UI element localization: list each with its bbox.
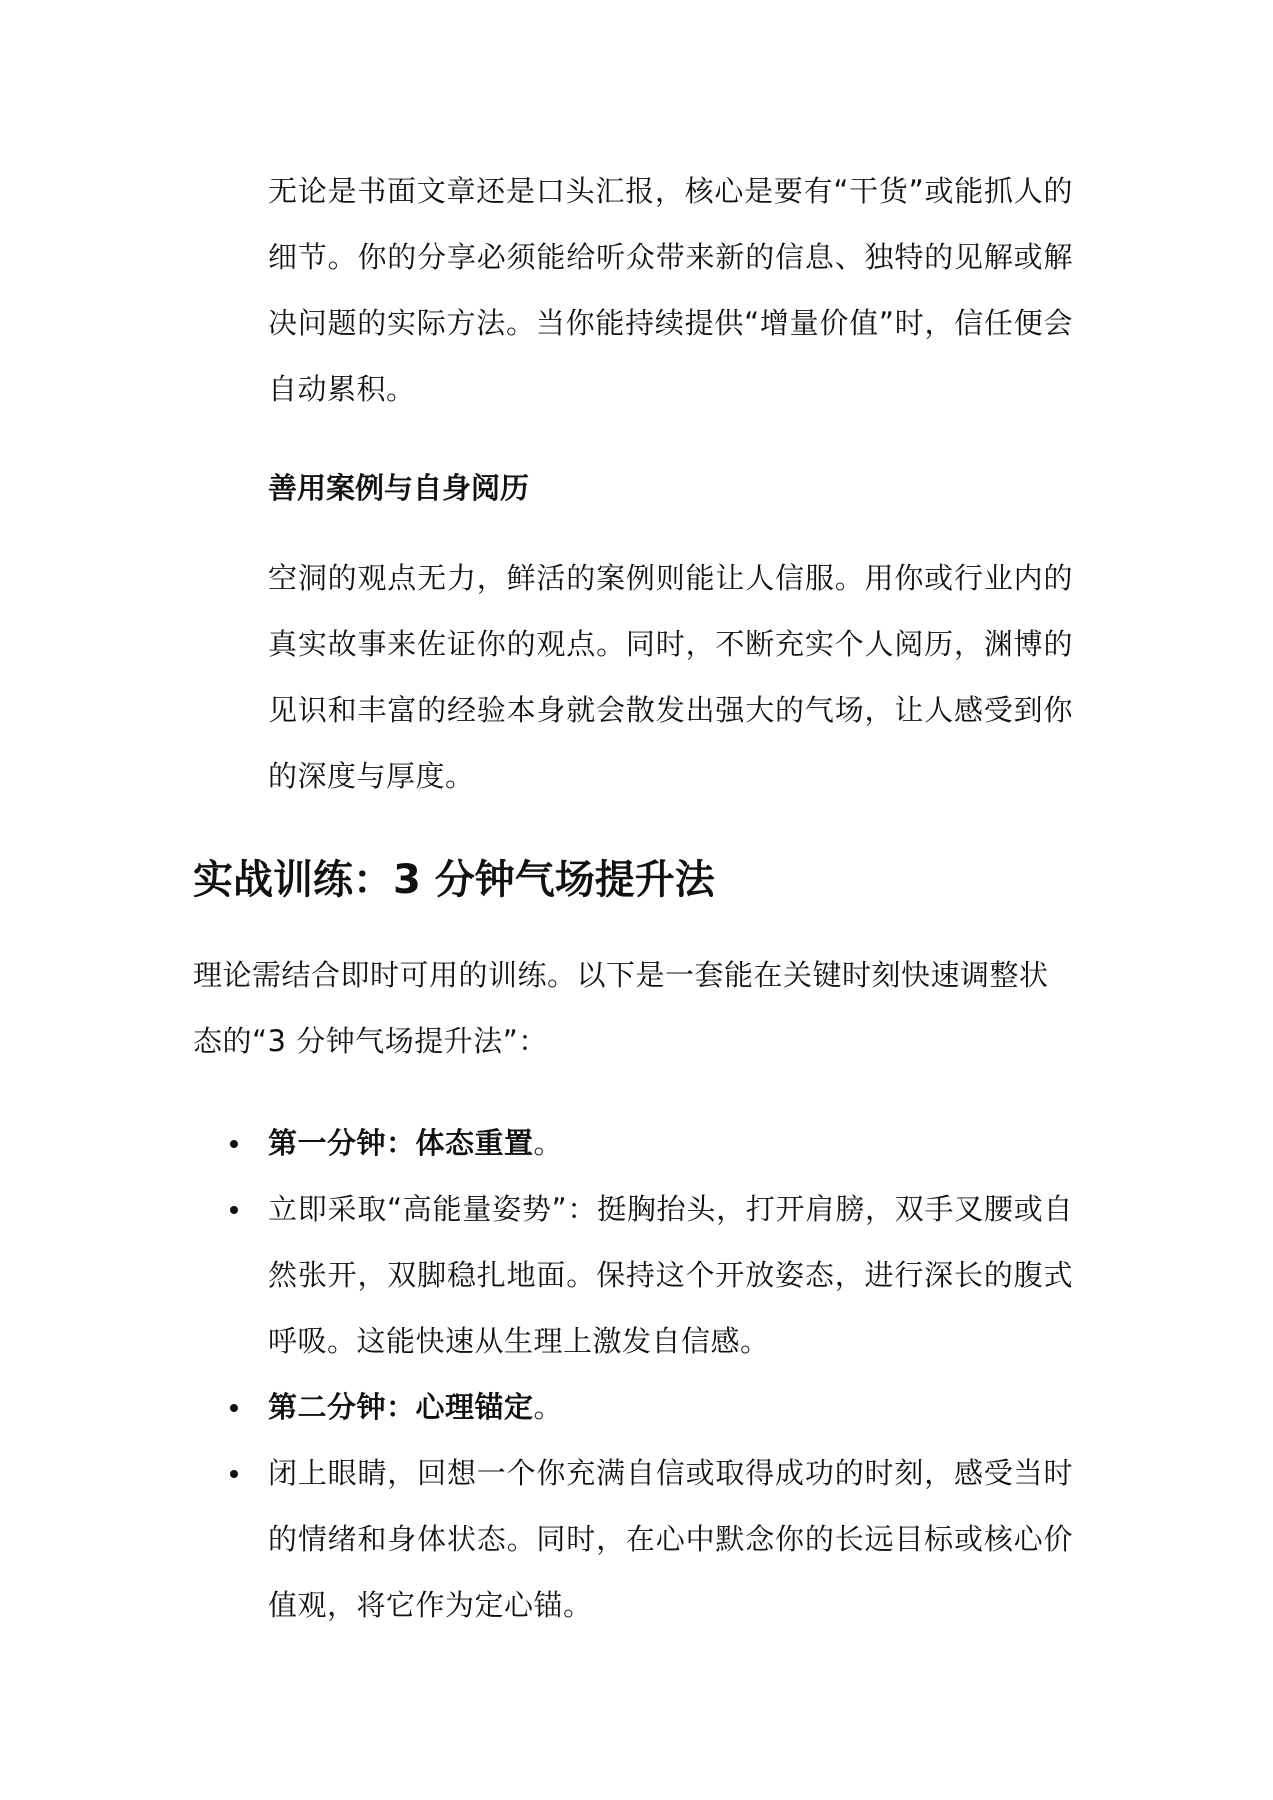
list-item-anchor xyxy=(0,1440,1273,1638)
paragraph-content-value: 无论是书面文章还是口头汇报，核心是要有“干货”或能抓人的细节。你的分享必须能给听众带来新的信息、独特的见解或解决问题的实际方法。当你能持续提供“增量价值”时，信任便会自动累积。 xyxy=(268,174,1073,406)
section-heading: 实战训练：3 分钟气场提升法 xyxy=(193,857,715,903)
list-item-minute-two xyxy=(0,1374,1273,1440)
bullet-dot-icon xyxy=(230,1470,238,1478)
list-item-text: 闭上眼睛，回想一个你充满自信或取得成功的时刻，感受当时的情绪和身体状态。同时，在心中默念你的长远目标或核心价值观，将它作为定心锚。 xyxy=(268,1456,1073,1622)
list-item-suffix: 。 xyxy=(533,1126,564,1160)
subheading-cases: 善用案例与自身阅历 xyxy=(268,471,530,505)
list-item-text: 立即采取“高能量姿势”：挺胸抬头，打开肩膀，双手叉腰或自然张开，双脚稳扎地面。保持这个开放姿态，进行深长的腹式呼吸。这能快速从生理上激发自信感。 xyxy=(268,1192,1073,1358)
list-item-suffix: 。 xyxy=(533,1390,564,1424)
bullet-dot-icon xyxy=(230,1404,238,1412)
paragraph-cases: 空洞的观点无力，鲜活的案例则能让人信服。用你或行业内的真实故事来佐证你的观点。同时，不断充实个人阅历，渊博的见识和丰富的经验本身就会散发出强大的气场，让人感受到你的深度与厚度。 xyxy=(268,561,1073,793)
list-item-bold-label: 第一分钟：体态重置 xyxy=(268,1126,534,1160)
list-item-minute-one xyxy=(0,1110,1273,1176)
bullet-dot-icon xyxy=(230,1206,238,1214)
list-item-posture xyxy=(0,1176,1273,1374)
bullet-dot-icon xyxy=(230,1140,238,1148)
bullet-list xyxy=(0,1110,1273,1638)
list-item-bold-label: 第二分钟：心理锚定 xyxy=(268,1390,534,1424)
section-intro: 理论需结合即时可用的训练。以下是一套能在关键时刻快速调整状态的“3 分钟气场提升法”： xyxy=(193,958,1049,1058)
